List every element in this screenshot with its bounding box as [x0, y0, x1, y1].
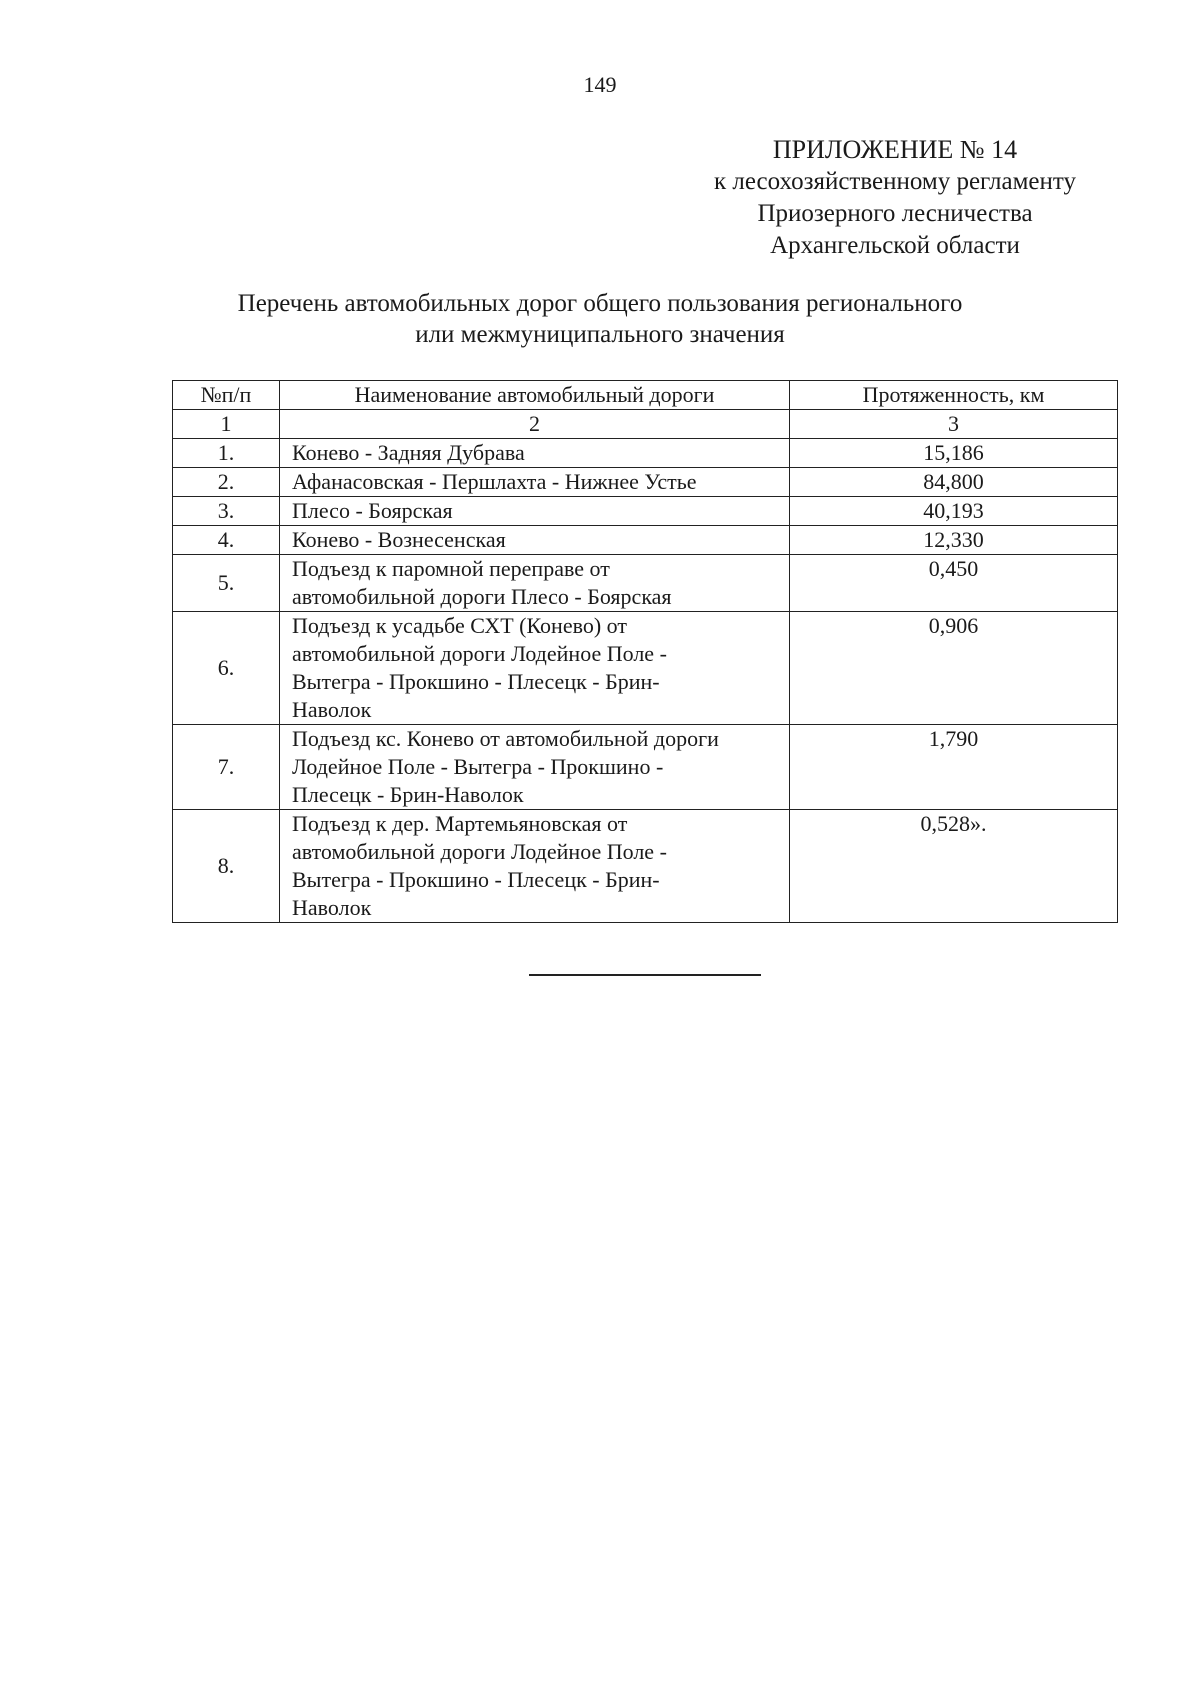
row-number: 7. [173, 725, 280, 810]
road-length: 40,193 [790, 497, 1118, 526]
header-road-name: Наименование автомобильный дороги [280, 381, 790, 410]
road-name [280, 468, 790, 497]
appendix-title: ПРИЛОЖЕНИЕ № 14 [772, 135, 1018, 164]
table-row [173, 555, 1118, 612]
table-row [173, 497, 1118, 526]
road-name [280, 612, 790, 725]
road-name [280, 555, 790, 612]
row-number: 8. [173, 810, 280, 923]
row-number: 4. [173, 526, 280, 555]
road-name-line: Вытегра - Прокшино - Плесецк - Брин- [292, 867, 660, 892]
appendix-line: Архангельской области [770, 232, 1020, 259]
roads-table [172, 380, 1118, 923]
column-number: 1 [173, 410, 280, 439]
road-name [280, 439, 790, 468]
road-name-line: автомобильной дороги Плесо - Боярская [292, 584, 672, 609]
road-name-line: Конево - Задняя Дубрава [292, 440, 525, 465]
page-number: 149 [583, 72, 617, 97]
table-row [173, 439, 1118, 468]
table-row [173, 526, 1118, 555]
road-name-line: Подъезд к дер. Мартемьяновская от [292, 811, 628, 836]
appendix-line: к лесохозяйственному регламенту [713, 168, 1077, 195]
road-name-line: Подъезд к усадьбе СХТ (Конево) от [292, 613, 627, 638]
row-number: 1. [173, 439, 280, 468]
road-name [280, 725, 790, 810]
header-length: Протяженность, км [790, 381, 1118, 410]
road-name-line: Вытегра - Прокшино - Плесецк - Брин- [292, 669, 660, 694]
table-body [173, 410, 1118, 923]
row-number: 5. [173, 555, 280, 612]
document-title-line: или межмуниципального значения [415, 321, 785, 348]
road-name-line: Лодейное Поле - Вытегра - Прокшино - [292, 754, 664, 779]
row-number: 3. [173, 497, 280, 526]
table-header-row [173, 381, 1118, 410]
table-row [173, 612, 1118, 725]
table-row [173, 810, 1118, 923]
appendix-block [660, 134, 1130, 262]
road-name-line: Подъезд к паромной переправе от [292, 556, 610, 581]
road-name-line: Наволок [292, 895, 372, 920]
road-name [280, 526, 790, 555]
header-number: №п/п [173, 381, 280, 410]
road-name-line: Плесо - Боярская [292, 498, 453, 523]
row-number: 2. [173, 468, 280, 497]
road-length: 1,790 [790, 725, 1118, 810]
road-length: 12,330 [790, 526, 1118, 555]
road-name-line: автомобильной дороги Лодейное Поле - [292, 839, 667, 864]
column-numbers-row [173, 410, 1118, 439]
appendix-line: Приозерного лесничества [757, 200, 1033, 227]
column-number: 3 [790, 410, 1118, 439]
end-divider-line [529, 974, 761, 976]
table-row [173, 468, 1118, 497]
road-length: 84,800 [790, 468, 1118, 497]
road-name-line: Подъезд кс. Конево от автомобильной дороги [292, 726, 719, 751]
road-length: 0,528». [790, 810, 1118, 923]
road-length: 15,186 [790, 439, 1118, 468]
column-number: 2 [280, 410, 790, 439]
document-title [160, 288, 1040, 350]
road-name-line: Конево - Вознесенская [292, 527, 506, 552]
road-name [280, 810, 790, 923]
table-row [173, 725, 1118, 810]
road-name-line: Плесецк - Брин-Наволок [292, 782, 524, 807]
document-title-line: Перечень автомобильных дорог общего пользования регионального [237, 290, 963, 317]
road-length: 0,906 [790, 612, 1118, 725]
road-length: 0,450 [790, 555, 1118, 612]
road-name-line: автомобильной дороги Лодейное Поле - [292, 641, 667, 666]
road-name [280, 497, 790, 526]
road-name-line: Наволок [292, 697, 372, 722]
row-number: 6. [173, 612, 280, 725]
road-name-line: Афанасовская - Першлахта - Нижнее Устье [292, 469, 697, 494]
